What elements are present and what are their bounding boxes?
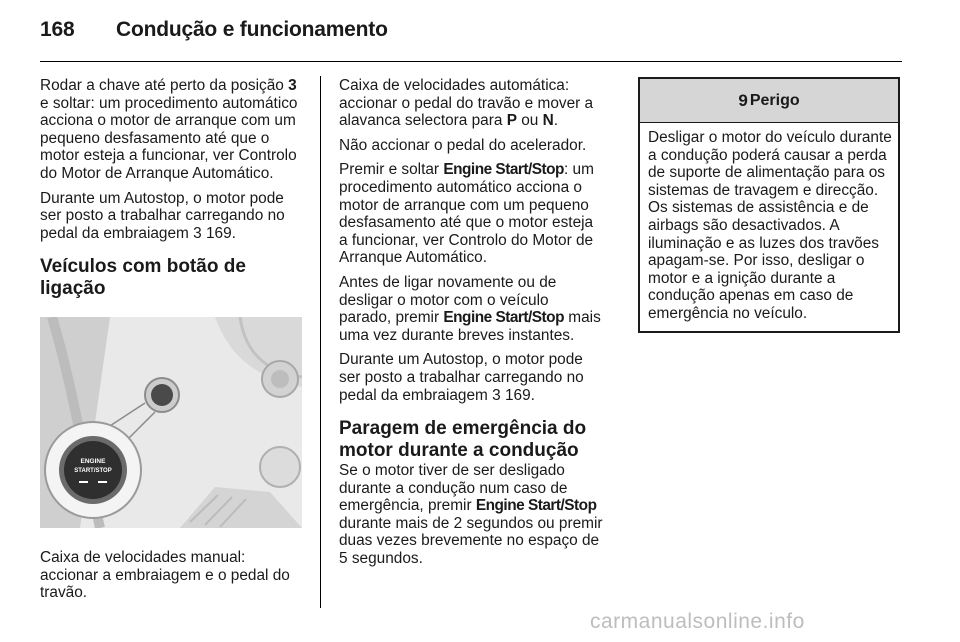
- section-heading-button: Veículos com botão de ligação: [40, 256, 246, 300]
- page-ref-icon: 3: [193, 224, 202, 242]
- watermark: carmanualsonline.info: [590, 610, 805, 633]
- page-ref-icon: 3: [492, 386, 501, 404]
- warning-text: Desligar o motor do veículo durante a condução poderá causar a perda de suporte de alimentação para os sistemas de travagem e direcção. Os sistemas de assistência e de airbags são desactivados. A iluminação e as luzes dos travões apagam-se. Por isso, desligar o motor e a ignição durante a condução apenas em caso de emergência no veículo.: [648, 129, 892, 322]
- figure-label-engine: ENGINE: [80, 458, 106, 466]
- paragraph-emergency: Se o motor tiver de ser desligado durante a condução num caso de emergência, premir Engine Start/Stop durante mais de 2 segundos ou premir duas vezes brevemente no espaço de 5 segundos.: [339, 462, 603, 568]
- column-divider: [320, 76, 321, 608]
- paragraph-restart: Antes de ligar novamente ou de desligar o motor com o veículo parado, premir Engine Start/Stop mais uma vez durante breves instantes.: [339, 273, 601, 344]
- warning-title: Perigo: [749, 91, 800, 109]
- paragraph-autostop-2: Durante um Autostop, o motor pode ser posto a trabalhar carregando no pedal da embraiagem 3 169.: [339, 351, 584, 404]
- warning-triangle-icon: 9: [738, 90, 748, 110]
- paragraph-automatic-gearbox: Caixa de velocidades automática: accionar o pedal do travão e mover a alavanca selectora para P ou N.: [339, 77, 594, 130]
- header-rule: [40, 61, 902, 62]
- page-title: Condução e funcionamento: [116, 18, 388, 41]
- column-middle: [339, 77, 605, 575]
- engine-start-stop-illustration: [40, 317, 302, 528]
- paragraph-accelerator: Não accionar o pedal do acelerador.: [339, 136, 587, 154]
- paragraph-key-start: Rodar a chave até perto da posição 3 e soltar: um procedimento automático acciona o motor de arranque com um pequeno desfasamento até que o motor esteja a funcionar, ver Controlo do Motor de Arranque Automático.: [40, 77, 298, 182]
- warning-header: [640, 79, 898, 123]
- paragraph-press-release: Premir e soltar Engine Start/Stop: um procedimento automático acciona o motor de arranque com um pequeno desfasamento até que o motor esteja a funcionar, ver Controlo do Motor de Arranque Automático.: [339, 161, 594, 267]
- paragraph-manual-gearbox: Caixa de velocidades manual: accionar a embraiagem e o pedal do travão.: [40, 548, 290, 602]
- page-number: 168: [40, 18, 75, 41]
- figure-label-startstop: START/STOP: [74, 468, 112, 475]
- section-heading-emergency: Paragem de emergência do motor durante a condução: [339, 418, 587, 462]
- paragraph-autostop: Durante um Autostop, o motor pode ser posto a trabalhar carregando no pedal da embraiagem 3 169.: [40, 189, 285, 242]
- column-left: [40, 77, 306, 609]
- warning-box: [638, 77, 900, 333]
- page-header: [40, 18, 388, 42]
